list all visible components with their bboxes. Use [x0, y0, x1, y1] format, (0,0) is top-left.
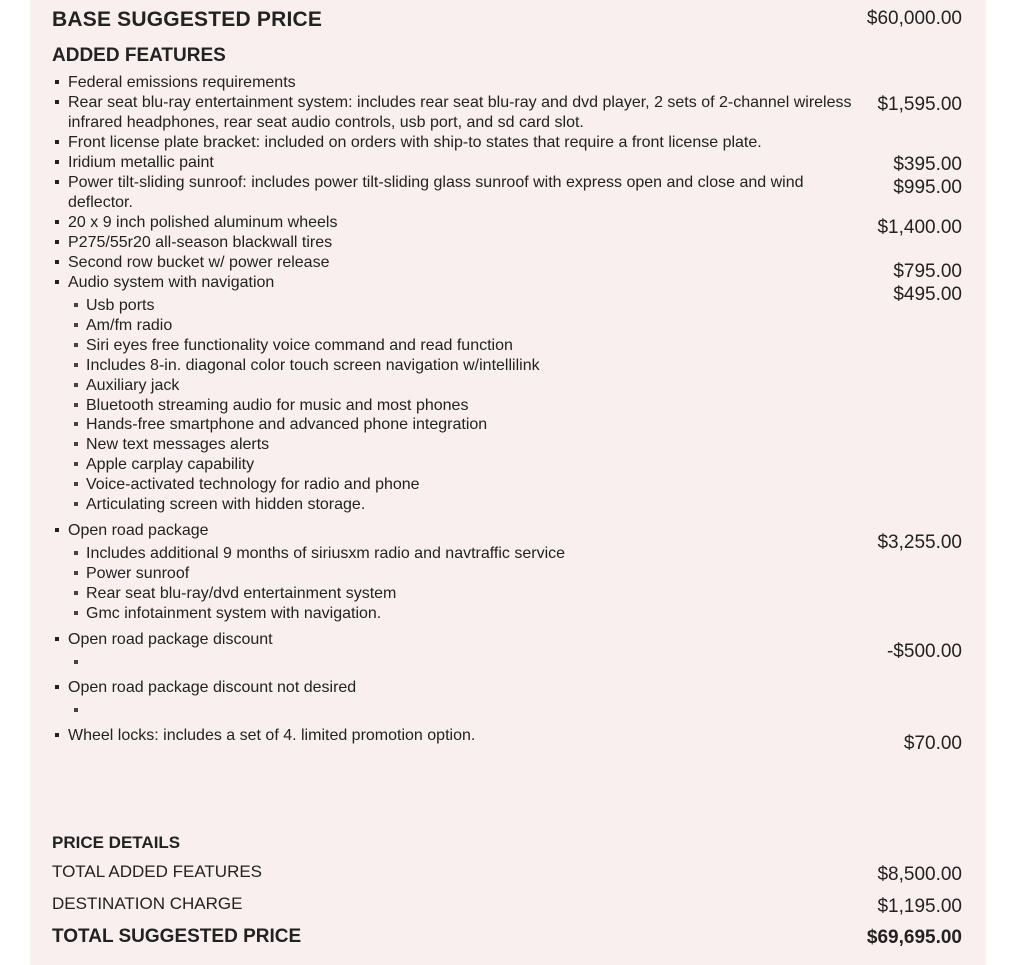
feature-item: Front license plate bracket: included on orders with ship-to states that require a front license plate.	[52, 133, 872, 153]
feature-item: Second row bucket w/ power release	[52, 253, 872, 273]
sub-feature-item: Siri eyes free functionality voice command and read function	[70, 336, 872, 356]
price-summary-panel	[30, 0, 986, 965]
total-added-features-label: TOTAL ADDED FEATURES	[52, 862, 263, 881]
sub-feature-item: Power sunroof	[70, 564, 872, 584]
sub-feature-item: Auxiliary jack	[70, 376, 872, 396]
sub-feature-item: Usb ports	[70, 296, 872, 316]
feature-price: $3,255.00	[877, 532, 962, 553]
sub-feature-item: Gmc infotainment system with navigation.	[70, 604, 872, 624]
feature-item: Rear seat blu-ray entertainment system: includes rear seat blu-ray and dvd player, 2 sets of 2-channel wireless infrared headphones, rear seat audio controls, usb port, and sd card slot.	[52, 93, 872, 133]
feature-price: $70.00	[903, 733, 962, 754]
feature-price: $795.00	[893, 261, 962, 282]
sub-feature-item: Articulating screen with hidden storage.	[70, 495, 872, 515]
feature-sublist	[70, 653, 872, 672]
feature-item: Power tilt-sliding sunroof: includes power tilt-sliding glass sunroof with express open and close and wind deflector.	[52, 173, 872, 213]
feature-item: Wheel locks: includes a set of 4. limited promotion option.	[52, 726, 872, 746]
base-price-value: $60,000.00	[866, 8, 962, 29]
feature-price: -$500.00	[886, 641, 962, 662]
added-features-heading: ADDED FEATURES	[52, 45, 226, 66]
sub-feature-item: Bluetooth streaming audio for music and most phones	[70, 396, 872, 416]
total-added-features-value: $8,500.00	[877, 864, 962, 885]
feature-sublist	[70, 544, 872, 624]
sub-feature-item: Includes 8-in. diagonal color touch screen navigation w/intellilink	[70, 356, 872, 376]
feature-item: Iridium metallic paint	[52, 153, 872, 173]
total-suggested-price-label: TOTAL SUGGESTED PRICE	[52, 926, 302, 947]
feature-item: Open road package discount not desired	[52, 678, 872, 720]
sub-feature-item	[70, 701, 872, 720]
feature-item: Audio system with navigation Usb ports Am/fm radio Siri eyes free functionality voice command and read function Includes 8-in. diagonal color touch screen navigation w/intellilink Auxiliary jack Bluetooth streaming audio for music and most phones Hands-free smartphone and advanced phone integration New text messages alerts Apple carplay capability Voice-activated technology for radio and phone Articulating screen with hidden storage.	[52, 273, 872, 515]
feature-sublist	[70, 701, 872, 720]
feature-item: P275/55r20 all-season blackwall tires	[52, 233, 872, 253]
feature-price: $1,400.00	[877, 217, 962, 238]
total-suggested-price-value: $69,695.00	[866, 927, 962, 948]
price-details-heading: PRICE DETAILS	[52, 833, 181, 852]
feature-item: 20 x 9 inch polished aluminum wheels	[52, 213, 872, 233]
sub-feature-item: New text messages alerts	[70, 435, 872, 455]
sub-feature-item: Hands-free smartphone and advanced phone integration	[70, 415, 872, 435]
destination-charge-label: DESTINATION CHARGE	[52, 894, 243, 913]
destination-charge-value: $1,195.00	[877, 896, 962, 917]
feature-item: Open road package discount	[52, 630, 872, 672]
feature-price: $395.00	[893, 154, 962, 175]
added-features-list	[52, 73, 872, 746]
feature-price: $495.00	[893, 284, 962, 305]
sub-feature-item: Rear seat blu-ray/dvd entertainment system	[70, 584, 872, 604]
sub-feature-item: Includes additional 9 months of siriusxm radio and navtraffic service	[70, 544, 872, 564]
base-price-label: BASE SUGGESTED PRICE	[52, 8, 323, 31]
sub-feature-item: Apple carplay capability	[70, 455, 872, 475]
sub-feature-item: Am/fm radio	[70, 316, 872, 336]
feature-price: $1,595.00	[877, 94, 962, 115]
sub-feature-item	[70, 653, 872, 672]
feature-item: Federal emissions requirements	[52, 73, 872, 93]
feature-sublist	[70, 296, 872, 515]
feature-item: Open road package Includes additional 9 months of siriusxm radio and navtraffic service Power sunroof Rear seat blu-ray/dvd entertainment system Gmc infotainment system with navigation.	[52, 521, 872, 624]
feature-price: $995.00	[893, 177, 962, 198]
sub-feature-item: Voice-activated technology for radio and phone	[70, 475, 872, 495]
